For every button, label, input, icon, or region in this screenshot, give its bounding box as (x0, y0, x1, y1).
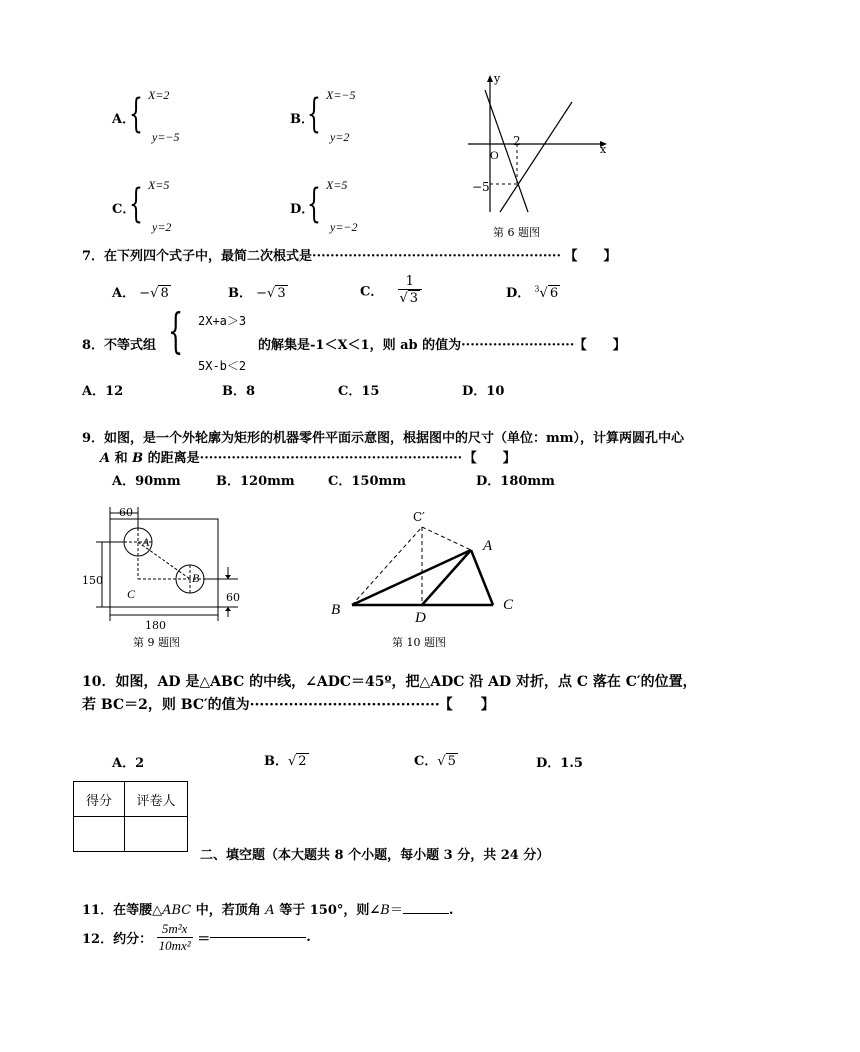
point-a-label: A (142, 535, 150, 549)
option-value: 2 (135, 756, 145, 771)
line-2 (500, 102, 572, 212)
text: 的距离是·························································· (143, 451, 463, 466)
option-label: B． (228, 286, 252, 301)
text: 中，若顶角 (191, 903, 266, 918)
option-label: C． (360, 284, 384, 300)
brace-icon: { (168, 303, 184, 359)
q10-stem-text: 若 BC＝2，则 BC′的值为······································· (82, 697, 440, 713)
equation-1: X=−5 (326, 88, 356, 102)
numerator: 1 (398, 274, 423, 290)
q6-option-b (290, 86, 450, 146)
q8-stem-prefix: 8．不等式组 (82, 338, 157, 353)
root-index: 3 (534, 284, 540, 294)
option-label: D． (536, 756, 561, 771)
q6-option-d (290, 176, 450, 236)
q9-part-figure (80, 505, 250, 635)
q9-caption: 第 9 题图 (133, 636, 180, 649)
q7-stem-text: 7．在下列四个式子中，最简二次根式是······················································· (82, 249, 561, 264)
equation-1: X=2 (148, 88, 170, 102)
option-label: D． (290, 202, 315, 217)
denominator-radicand: 3 (409, 291, 419, 306)
q10-option-b: B．√ 2 (264, 754, 307, 769)
x-axis-label: x (600, 143, 607, 156)
q11-stem (82, 899, 453, 918)
radicand: 8 (160, 286, 169, 301)
q7-option-c (360, 274, 422, 306)
equation-2: y=2 (330, 130, 350, 144)
section-title: 二、填空题 (200, 848, 266, 863)
numerator: 5m²x (157, 921, 193, 938)
answer-bracket[interactable]: 【 】 (445, 697, 495, 713)
inequality-2: 5X-b＜2 (198, 359, 247, 373)
option-label: A． (112, 286, 136, 301)
dim-bottom-label: 180 (145, 619, 166, 632)
segment-bc-prime (352, 527, 422, 605)
brace-icon: { (307, 91, 321, 137)
var-a: A (100, 451, 111, 466)
point-b-label: B (192, 571, 200, 585)
equation-2: y=−2 (330, 220, 358, 234)
q9-stem-line1: 9．如图，是一个外轮廓为矩形的机器零件平面示意图，根据图中的尺寸（单位：mm），计算两圆孔中心 (82, 431, 685, 446)
text: 12．约分： (82, 932, 153, 947)
fraction: $\frac{1}{√ 3}$ (398, 274, 423, 306)
dim-right-label: 60 (226, 591, 240, 604)
origin-label: O (490, 148, 499, 162)
option-label: A． (112, 112, 136, 127)
brace-icon: { (129, 91, 143, 137)
inequality-1: 2X+a＞3 (198, 314, 247, 328)
q9-option-b: B．120mm (216, 474, 295, 489)
q9-option-d: D．180mm (476, 474, 555, 489)
score-cell[interactable] (74, 817, 125, 852)
score-table (73, 781, 188, 852)
q8-stem-text: 的解集是-1＜X＜1，则 ab 的值为························· (258, 338, 575, 353)
answer-bracket[interactable]: 【 】 (470, 451, 516, 466)
arrow-icon (225, 575, 231, 579)
radicand: 2 (298, 754, 307, 769)
option-label: D． (506, 286, 531, 301)
dim-top-label: 60 (119, 506, 133, 519)
q7-stem (82, 245, 617, 264)
option-label: A． (112, 756, 136, 771)
fraction (157, 921, 193, 954)
answer-bracket[interactable]: 【 】 (570, 249, 617, 264)
q8-option-b: B．8 (222, 384, 256, 399)
text: 11．在等腰 (82, 903, 153, 918)
segment-ba (352, 550, 471, 605)
q8-option-c: C．15 (338, 384, 380, 399)
q6-caption: 第 6 题图 (493, 226, 540, 239)
score-header: 得分 (74, 782, 125, 817)
var-a: A (265, 903, 275, 918)
segment-ac (471, 550, 493, 605)
section-description: （本大题共 8 个小题，每小题 3 分，共 24 分） (265, 848, 550, 863)
point-d-label: D (415, 610, 426, 626)
q9-option-a: A．90mm (112, 474, 181, 489)
answer-bracket[interactable]: 【 】 (580, 338, 626, 353)
y-arrow-icon (487, 75, 493, 82)
equation-2: y=2 (152, 220, 172, 234)
var-b: B (132, 451, 144, 466)
point-c-prime-label: C′ (413, 510, 425, 524)
equation-1: X=5 (148, 178, 170, 192)
q6-option-a (112, 86, 272, 146)
var-b: B (380, 903, 390, 918)
equals: ＝ (197, 932, 211, 947)
segment-c-prime-a (422, 527, 471, 550)
radicand: 3 (277, 286, 286, 301)
radicand: 6 (549, 286, 559, 301)
brace-icon: { (307, 181, 321, 227)
text: 等于 150°，则∠ (274, 903, 381, 918)
q8-option-d: D．10 (462, 384, 505, 399)
grader-cell[interactable] (125, 817, 188, 852)
minus-sign: − (256, 286, 268, 301)
radicand: 5 (447, 754, 456, 769)
point-a-label: A (483, 538, 493, 554)
equation-2: y=−5 (152, 130, 180, 144)
q9-option-c: C．150mm (328, 474, 406, 489)
q7-option-d: D． $^3$√ 6 (506, 284, 559, 301)
q12-stem (82, 921, 311, 954)
q10-caption: 第 10 题图 (392, 636, 446, 649)
q10-option-a (112, 752, 144, 771)
q9-stem-line2 (100, 447, 516, 466)
period: . (448, 903, 454, 918)
brace-icon: { (129, 181, 143, 227)
minus-sign: − (139, 286, 151, 301)
dim-left-label: 150 (82, 574, 103, 587)
tick-y-label: −5 (472, 180, 490, 194)
option-label: C． (112, 202, 136, 217)
segment-ad (422, 550, 471, 605)
answer-blank[interactable] (403, 913, 449, 914)
q7-option-a: A． −√ 8 (112, 286, 169, 301)
arrow-icon (225, 607, 231, 611)
option-label: B． (264, 754, 288, 769)
triangle-abc: △ABC (152, 903, 192, 918)
q7-option-b: B． −√ 3 (228, 286, 286, 301)
equation-1: X=5 (326, 178, 348, 192)
point-b-label: B (331, 602, 341, 618)
period: . (306, 930, 311, 945)
q10-stem-line2 (82, 694, 495, 714)
equals: ＝ (389, 903, 403, 918)
denominator: 10mx² (158, 938, 191, 953)
y-axis-label: y (494, 72, 501, 85)
q10-option-d (536, 752, 583, 771)
text: 和 (110, 451, 133, 466)
q10-option-c: C．√ 5 (414, 754, 456, 769)
answer-blank[interactable] (210, 937, 306, 938)
option-label: C． (414, 754, 438, 769)
tick-x-label: 2 (513, 134, 521, 148)
option-label: B． (290, 112, 314, 127)
q10-stem-line1: 10．如图，AD 是△ABC 的中线，∠ADC＝45º，把△ADC 沿 AD 对折，点 C 落在 C′的位置， (82, 674, 697, 690)
q6-option-c (112, 176, 272, 236)
point-c-label: C (127, 587, 136, 601)
point-c-label: C (503, 597, 514, 613)
option-value: 1.5 (560, 756, 583, 771)
section-2-heading (200, 844, 549, 863)
q6-graph-figure (460, 72, 610, 222)
q8-stem-suffix (258, 334, 626, 353)
q10-triangle-figure (330, 505, 530, 625)
grader-header: 评卷人 (125, 782, 188, 817)
q8-option-a: A．12 (82, 384, 124, 399)
